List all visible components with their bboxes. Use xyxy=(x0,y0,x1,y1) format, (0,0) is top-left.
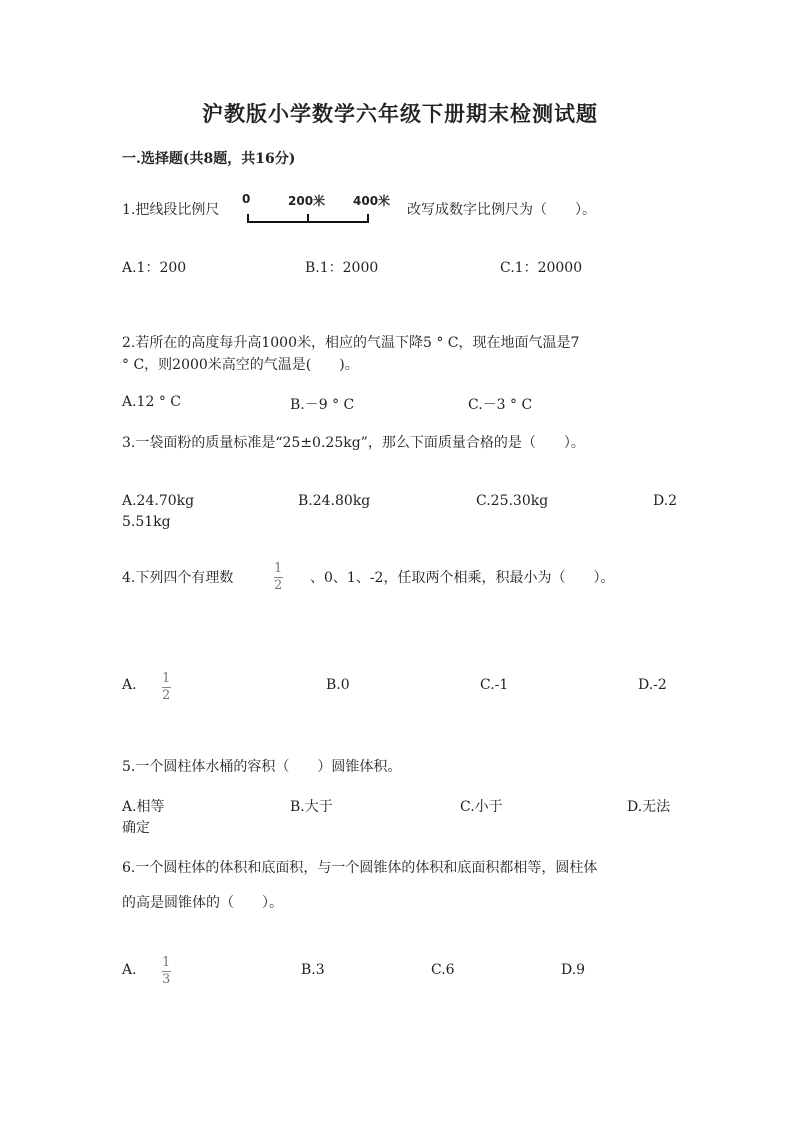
option-b: B.0 xyxy=(326,677,350,693)
option-b: B.1：2000 xyxy=(305,260,379,276)
question-1-text: 1.把线段比例尺 xyxy=(122,202,220,218)
option-a-fraction xyxy=(161,672,171,703)
option-c: C.6 xyxy=(431,962,455,978)
fraction-denominator: 3 xyxy=(162,972,171,987)
option-a: A.相等 xyxy=(122,799,165,815)
fraction-one-half xyxy=(273,562,283,593)
option-b: B.－9 ° C xyxy=(290,397,355,413)
option-a: A. xyxy=(122,962,137,978)
option-d-wrap: 5.51kg xyxy=(122,514,171,530)
page-title: 沪教版小学数学六年级下册期末检测试题 xyxy=(202,101,598,126)
option-a: A.24.70kg xyxy=(122,493,195,509)
option-c: C.1：20000 xyxy=(500,260,583,276)
option-c: C.－3 ° C xyxy=(468,397,533,413)
fraction-numerator: 1 xyxy=(162,955,171,970)
option-a: A. xyxy=(122,677,137,693)
scale-label-200: 200米 xyxy=(288,194,326,208)
option-c: C.小于 xyxy=(460,799,503,815)
option-b: B.大于 xyxy=(290,799,333,815)
question-2-line-1: 2.若所在的高度每升高1000米，相应的气温下降5 ° C，现在地面气温是7 xyxy=(122,335,580,351)
option-d-wrap: 确定 xyxy=(122,820,150,836)
option-b: B.3 xyxy=(301,962,325,978)
option-c: C.-1 xyxy=(480,677,509,693)
option-a: A.12 ° C xyxy=(122,394,181,410)
option-d: D.2 xyxy=(653,493,678,509)
question-5-text: 5.一个圆柱体水桶的容积（ ）圆锥体积。 xyxy=(122,759,402,775)
question-1-text-end: 改写成数字比例尺为（ ）。 xyxy=(407,202,596,218)
question-3-text: 3.一袋面粉的质量标准是“25±0.25kg”，那么下面质量合格的是（ ）。 xyxy=(122,435,585,451)
option-d: D.9 xyxy=(561,962,586,978)
scale-bar-figure xyxy=(240,192,396,226)
option-c: C.25.30kg xyxy=(476,493,549,509)
question-4-text: 4.下列四个有理数 xyxy=(122,570,234,586)
option-b: B.24.80kg xyxy=(298,493,371,509)
question-2-line-2: ° C，则2000米高空的气温是( )。 xyxy=(122,357,359,373)
question-6-line-1: 6.一个圆柱体的体积和底面积，与一个圆锥体的体积和底面积都相等，圆柱体 xyxy=(122,860,598,876)
fraction-denominator: 2 xyxy=(274,578,283,593)
section-heading: 一.选择题(共8题，共16分) xyxy=(122,151,296,167)
fraction-numerator: 1 xyxy=(162,671,171,686)
question-4-text-end: 、0、1、-2，任取两个相乘，积最小为（ ）。 xyxy=(310,570,615,586)
option-a: A.1：200 xyxy=(122,260,187,276)
scale-label-400: 400米 xyxy=(353,194,391,208)
option-d: D.-2 xyxy=(638,677,667,693)
option-d: D.无法 xyxy=(627,799,671,815)
question-6-line-2: 的高是圆锥体的（ ）。 xyxy=(122,895,283,911)
option-a-fraction xyxy=(161,956,171,987)
fraction-numerator: 1 xyxy=(274,561,283,576)
scale-label-0: 0 xyxy=(242,192,251,206)
fraction-denominator: 2 xyxy=(162,688,171,703)
scale-bar-line xyxy=(240,192,396,226)
